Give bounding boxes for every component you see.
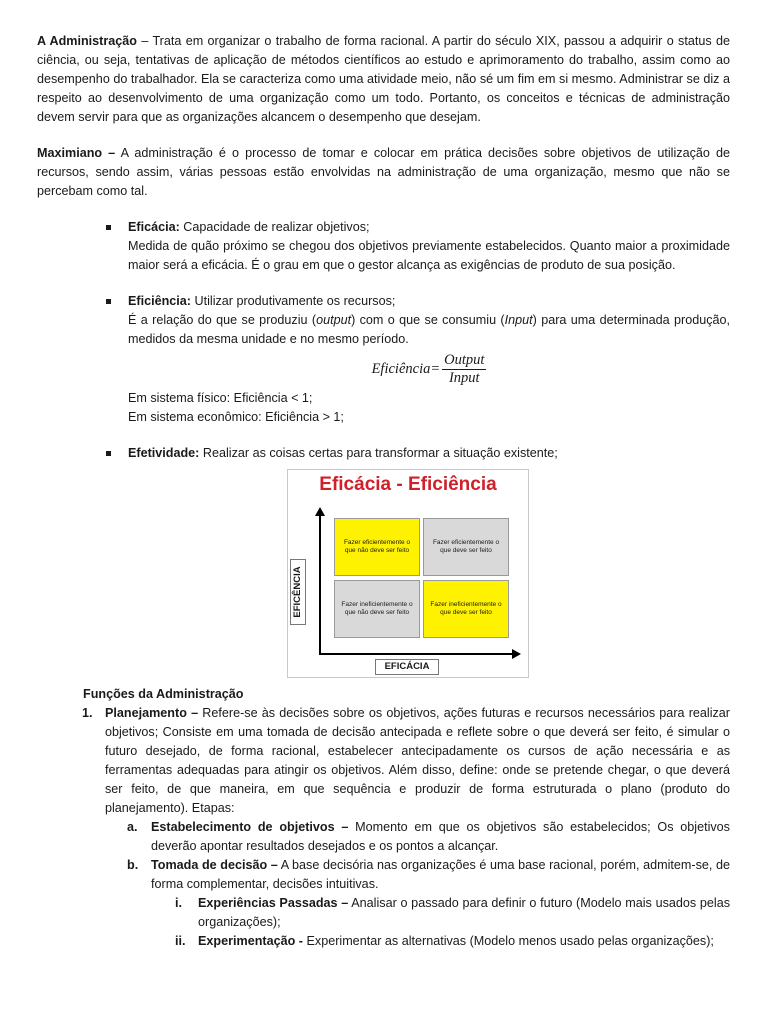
term-experiencias: Experiências Passadas – [198,896,349,910]
text-sistema-fisico: Em sistema físico: Eficiência < 1; [128,391,313,405]
term-maximiano: Maximiano – [37,146,116,160]
concepts-list-3 [37,444,730,463]
quadrant-top-left: Fazer eficientemente o que não deve ser feito [334,518,420,576]
y-axis-line [319,513,321,655]
formula-equals: = [430,361,441,377]
eficacia-eficiencia-diagram [287,469,529,678]
detail-eficacia: Medida de quão próximo se chegou dos objetivos previamente estabelecidos. Quanto maior a proximidade maior será a eficácia. É o grau em que o gestor alcança as exigências de produto de sua posição. [128,239,730,272]
list-item-objetivos [37,818,730,856]
word-output: output [316,313,352,327]
marker-a: a. [127,820,138,834]
formula-lhs: Eficiência [371,361,431,377]
x-axis-arrow-icon [512,649,521,659]
diagram-title: Eficácia - Eficiência [319,474,497,495]
bullet-efetividade [37,444,730,463]
efficiency-formula [128,352,730,387]
funcoes-heading: Funções da Administração [83,687,244,701]
quadrant-bottom-left: Fazer ineficientemente o que não deve ser feito [334,580,420,638]
text-administracao: – Trata em organizar o trabalho de forma racional. A partir do século XIX, passou a adquirir o status de ciência, ou seja, tentativas de aplicação de métodos científicos ao estudo e aprimoramento do trabalho, assim como ao desempenho do trabalhador. Ela se caracteriza como uma atividade meio, não sé um fim em si mesmo. Administrar se diz a respeito ao desenvolvimento de uma organização como um todo. Portanto, os conceitos e técnicas de administração devem servir para que as organizações alcancem o desempenho que desejam. [37,34,730,124]
detail-eficiencia-2: ) com o que se consumiu ( [351,313,505,327]
funcoes-list [37,704,730,951]
text-planejamento: Refere-se às decisões sobre os objetivos, ações futuras e recursos necessários para realizar objetivos; Consiste em uma tomada de decisão antecipada e reflete sobre o que deverá ser feito, é simular o futuro desejado, de forma racional, estabelecer antecipadamente os cursos de ação necessária e as ferramentas adequadas para atingir os objetivos. Além disso, define: onde se pretende chegar, o que deverá ser feito, de que maneira, em que sequência e produzir de forma estruturada o plano (produto do planejamento). Etapas: [105,706,730,815]
formula-numerator: Output [444,352,485,368]
x-axis-label: EFICÁCIA [375,659,439,675]
list-item-experiencias [37,894,730,932]
y-axis-label: EFICÊNCIA [290,559,306,625]
term-eficacia: Eficácia: [128,220,180,234]
text-eficacia: Capacidade de realizar objetivos; [179,220,370,234]
quadrant-bottom-right: Fazer ineficientemente o que deve ser feito [423,580,509,638]
detail-eficiencia-1: É a relação do que se produziu ( [128,313,317,327]
detail-eficiencia-3: ) para uma determinada produção, medidos da mesma unidade e no mesmo período. [128,313,731,346]
document-page [37,32,730,951]
term-planejamento: Planejamento – [105,706,199,720]
text-sistema-economico: Em sistema econômico: Eficiência > 1; [128,410,344,424]
text-maximiano: A administração é o processo de tomar e colocar em prática decisões sobre objetivos de utilização de recursos, sendo assim, várias pessoas estão envolvidas na administração de uma organização, mesmo que não se percebam como tal. [37,146,730,198]
text-efetividade: Realizar as coisas certas para transformar a situação existente; [199,446,558,460]
text-experiencias: Analisar o passado para definir o futuro (Modelo mais usados pelas organizações); [198,896,730,929]
term-tomada-decisao: Tomada de decisão – [151,858,278,872]
x-axis-line [319,653,514,655]
bullet-eficacia [37,218,730,275]
term-objetivos: Estabelecimento de objetivos – [151,820,349,834]
marker-i: i. [175,896,182,910]
marker-1: 1. [82,706,93,720]
marker-b: b. [127,858,139,872]
marker-ii: ii. [175,934,186,948]
formula-denominator: Input [448,370,480,386]
text-objetivos: Momento em que os objetivos são estabelecidos; Os objetivos deverão apontar resultados desejados e os pontos a alcançar. [151,820,730,853]
list-item-tomada-decisao [37,856,730,894]
paragraph-maximiano [37,144,730,201]
term-experimentacao: Experimentação - [198,934,303,948]
bullet-eficiencia [37,292,730,427]
formula-fraction [442,352,486,387]
term-administracao: A Administração [37,34,137,48]
bullet-square-icon [106,225,111,230]
bullet-square-icon [106,451,111,456]
bullet-square-icon [106,299,111,304]
concepts-list-2 [37,292,730,427]
list-item-planejamento [37,704,730,818]
text-eficiencia: Utilizar produtivamente os recursos; [191,294,396,308]
text-experimentacao: Experimentar as alternativas (Modelo menos usado pelas organizações); [303,934,714,948]
quadrant-top-right: Fazer eficientemente o que deve ser feito [423,518,509,576]
term-eficiencia: Eficiência: [128,294,191,308]
text-tomada-decisao: A base decisória nas organizações é uma base racional, porém, admitem-se, de forma complementar, decisões intuitivas. [151,858,730,891]
word-input: Input [504,313,533,327]
concepts-list [37,218,730,275]
list-item-experimentacao [37,932,730,951]
paragraph-administracao [37,32,730,127]
term-efetividade: Efetividade: [128,446,200,460]
